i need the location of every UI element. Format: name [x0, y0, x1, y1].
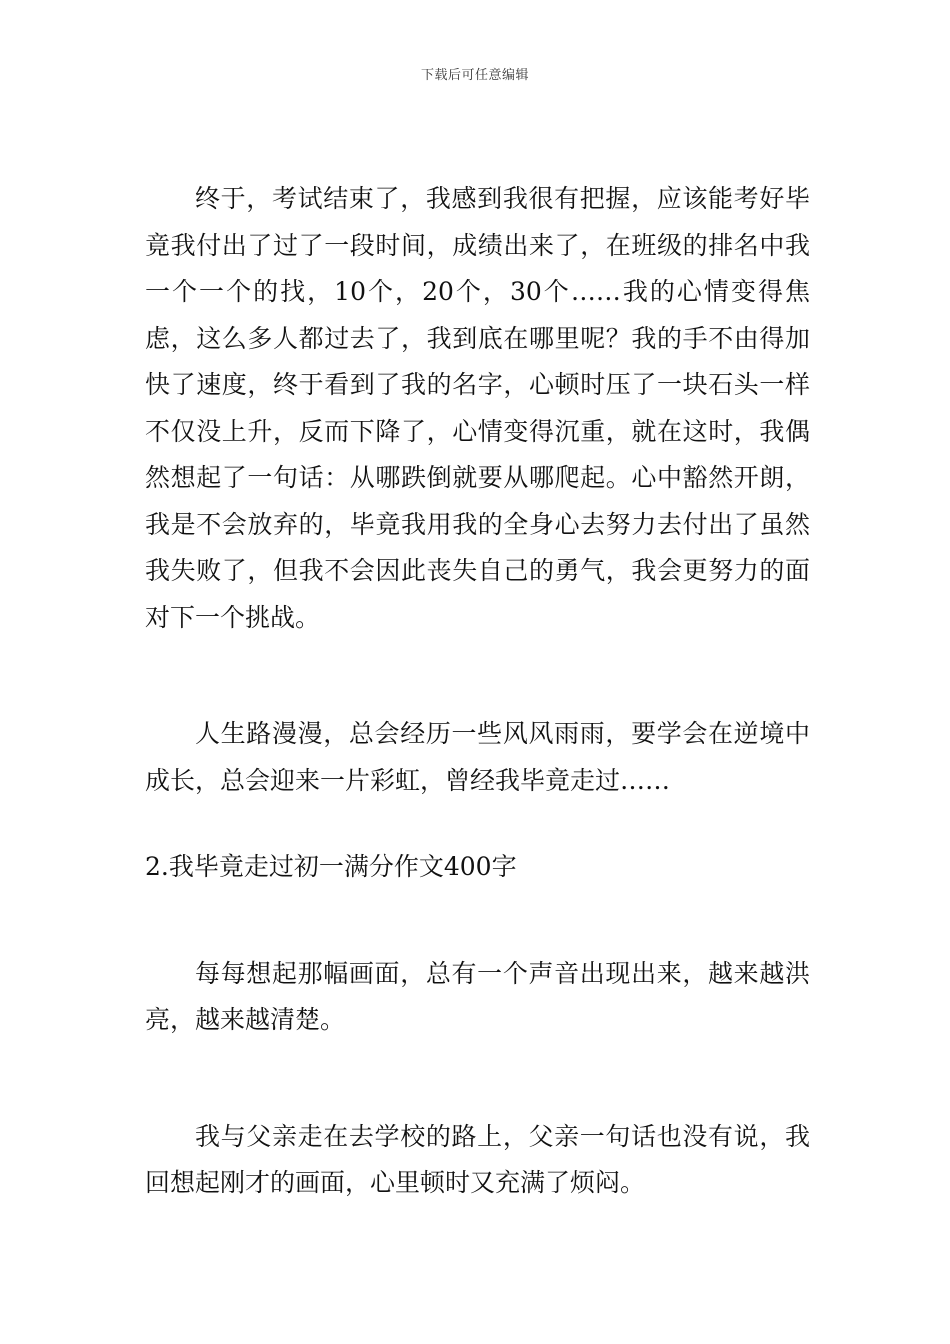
paragraph-walk-with-father: 我与父亲走在去学校的路上，父亲一句话也没有说，我回想起刚才的画面，心里顿时又充满了烦闷。 [145, 1121, 810, 1197]
document-body [145, 176, 810, 1207]
page-header-note: 下载后可任意编辑 [420, 68, 529, 83]
paragraph-exam-result: 终于，考试结束了，我感到我很有把握，应该能考好毕竟我付出了过了一段时间，成绩出来了，在班级的排名中我一个一个的找，10个，20个，30个……我的心情变得焦虑，这么多人都过去了，我到底在哪里呢？我的手不由得加快了速度，终于看到了我的名字，心顿时压了一块石头一样不仅没上升，反而下降了，心情变得沉重，就在这时，我偶然想起了一句话：从哪跌倒就要从哪爬起。心中豁然开朗，我是不会放弃的，毕竟我用我的全身心去努力去付出了虽然我失败了，但我不会因此丧失自己的勇气，我会更努力的面对下一个挑战。 [145, 184, 810, 632]
paragraph-life-road: 人生路漫漫，总会经历一些风风雨雨，要学会在逆境中成长，总会迎来一片彩虹，曾经我毕竟走过…… [145, 719, 810, 795]
section-heading: 2.我毕竟走过初一满分作文400字 [145, 852, 517, 881]
paragraph-memory-scene: 每每想起那幅画面，总有一个声音出现出来，越来越洪亮，越来越清楚。 [145, 958, 810, 1034]
